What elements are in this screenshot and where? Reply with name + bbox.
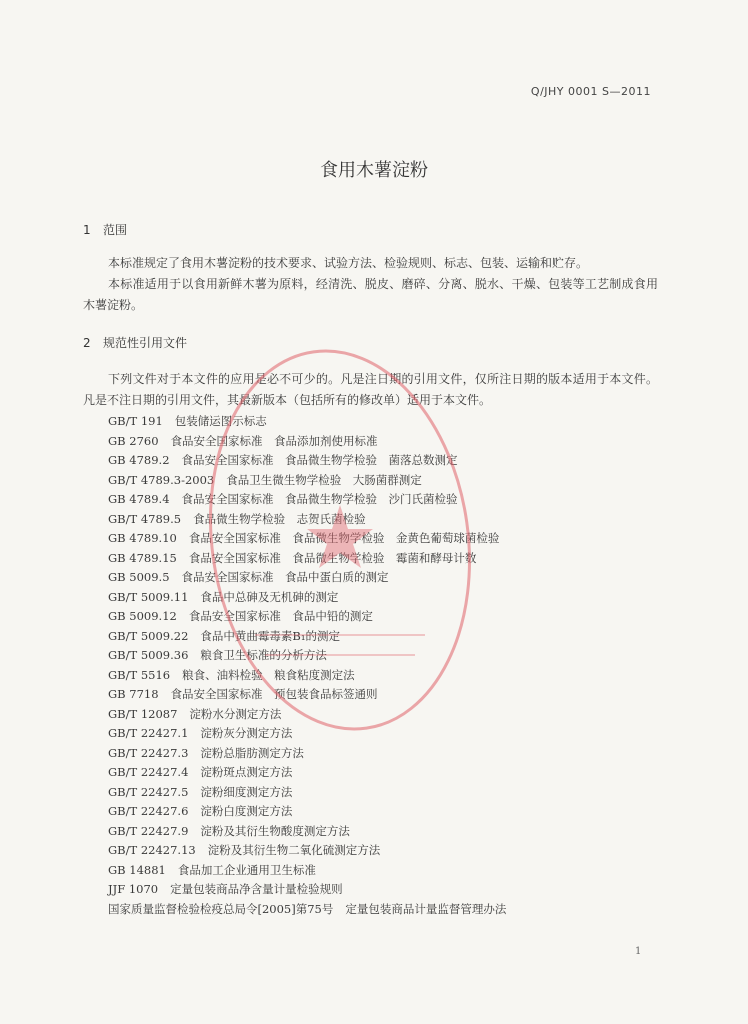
- reference-code: GB 5009.12: [108, 609, 177, 623]
- reference-title: 包装储运图示标志: [174, 414, 267, 428]
- reference-item: [108, 549, 506, 569]
- scope-paragraph-2: 本标准适用于以食用新鲜木薯为原料，经清洗、脱皮、磨碎、分离、脱水、干燥、包装等工艺制成食用木薯淀粉。: [83, 277, 658, 312]
- page-number: 1: [635, 946, 642, 957]
- reference-code: GB/T 5516: [108, 667, 171, 682]
- reference-title: 食品安全国家标准 食品微生物学检验 霉菌和酵母计数: [188, 550, 477, 565]
- reference-title: 淀粉及其衍生物二氧化硫测定方法: [207, 843, 381, 857]
- reference-item: [108, 432, 506, 452]
- section-number: 1: [83, 223, 91, 237]
- reference-item: [108, 451, 506, 471]
- reference-item: [108, 744, 506, 764]
- reference-title: 食品安全国家标准 食品中铅的测定: [188, 609, 373, 623]
- reference-title: 淀粉及其衍生物酸度测定方法: [200, 823, 350, 838]
- references-intro-paragraph: 下列文件对于本文件的应用是必不可少的。凡是注日期的引用文件，仅所注日期的版本适用于本文件。凡是不注日期的引用文件，其最新版本（包括所有的修改单）适用于本文件。: [83, 372, 658, 407]
- reference-title: 淀粉水分测定方法: [189, 706, 282, 721]
- reference-title: 食品中总砷及无机砷的测定: [200, 589, 339, 604]
- document-title: 食用木薯淀粉: [320, 160, 428, 181]
- reference-code: GB 5009.5: [108, 570, 170, 584]
- reference-item: [108, 783, 506, 803]
- reference-title: 食品安全国家标准 食品微生物学检验 金黄色葡萄球菌检验: [188, 531, 500, 545]
- reference-item: [108, 588, 506, 608]
- reference-code: GB/T 5009.36: [108, 648, 189, 662]
- reference-item: [108, 705, 506, 725]
- reference-title: 食品安全国家标准 食品中蛋白质的测定: [181, 570, 389, 584]
- reference-title: 淀粉斑点测定方法: [200, 765, 293, 779]
- reference-title: 食品安全国家标准 食品添加剂使用标准: [170, 433, 378, 448]
- reference-code: GB/T 4789.3-2003: [108, 472, 215, 487]
- reference-title: 食品安全国家标准 预包装食品标签通则: [170, 687, 378, 701]
- reference-item: [108, 841, 506, 861]
- reference-code: GB/T 22427.3: [108, 745, 189, 760]
- section-number: 2: [83, 336, 91, 350]
- reference-title: 定量包装商品净含量计量检验规则: [170, 882, 343, 896]
- section-heading-scope: [83, 221, 127, 238]
- reference-item: [108, 510, 506, 530]
- section-heading-normative-references: [83, 334, 187, 351]
- reference-item: [108, 607, 506, 627]
- section-title: 规范性引用文件: [103, 336, 188, 350]
- reference-code: GB/T 4789.5: [108, 511, 182, 526]
- reference-item: [108, 471, 506, 491]
- reference-code: GB 4789.10: [108, 531, 177, 545]
- reference-item: [108, 490, 506, 510]
- reference-code: JJF 1070: [108, 882, 159, 896]
- reference-code: GB/T 22427.13: [108, 843, 196, 857]
- reference-title: 食品卫生微生物学检验 大肠菌群测定: [226, 472, 422, 487]
- reference-code: GB/T 22427.1: [108, 726, 189, 740]
- reference-item: [108, 880, 506, 900]
- reference-title: 淀粉细度测定方法: [200, 784, 293, 799]
- reference-code: GB/T 22427.9: [108, 823, 189, 838]
- reference-item: [108, 724, 506, 744]
- reference-item: [108, 646, 506, 666]
- reference-code: GB 4789.15: [108, 550, 177, 565]
- standard-code: Q/JHY 0001 S—2011: [530, 85, 651, 98]
- reference-title: 食品安全国家标准 食品微生物学检验 菌落总数测定: [181, 453, 458, 467]
- reference-code: GB 2760: [108, 433, 159, 448]
- reference-code: GB 7718: [108, 687, 159, 701]
- reference-title: 食品微生物学检验 志贺氏菌检验: [193, 511, 366, 526]
- scope-paragraph-1: 本标准规定了食用木薯淀粉的技术要求、试验方法、检验规则、标志、包装、运输和贮存。: [108, 256, 589, 270]
- reference-item: [108, 861, 506, 881]
- section-title: 范围: [103, 223, 128, 237]
- reference-title: 定量包装商品计量监督管理办法: [345, 901, 507, 916]
- reference-item: [108, 802, 506, 822]
- reference-code: GB/T 22427.6: [108, 804, 189, 818]
- reference-code: 国家质量监督检验检疫总局令[2005]第75号: [108, 901, 334, 916]
- reference-item: [108, 763, 506, 783]
- reference-title: 食品加工企业通用卫生标准: [177, 862, 316, 877]
- reference-title: 粮食、油料检验 粮食粘度测定法: [182, 667, 355, 682]
- reference-item: [108, 666, 506, 686]
- reference-code: GB 14881: [108, 862, 166, 877]
- reference-title: 粮食卫生标准的分析方法: [200, 648, 327, 662]
- reference-code: GB/T 5009.11: [108, 589, 189, 604]
- reference-list: [108, 412, 506, 919]
- reference-title: 食品中黄曲霉毒素B₁的测定: [200, 628, 340, 643]
- reference-title: 淀粉灰分测定方法: [200, 726, 293, 740]
- reference-title: 淀粉白度测定方法: [200, 804, 293, 818]
- reference-title: 食品安全国家标准 食品微生物学检验 沙门氏菌检验: [181, 492, 458, 506]
- reference-item: [108, 568, 506, 588]
- reference-item: [108, 900, 506, 920]
- reference-code: GB/T 22427.5: [108, 784, 189, 799]
- reference-code: GB/T 22427.4: [108, 765, 189, 779]
- reference-code: GB/T 191: [108, 414, 163, 428]
- reference-item: [108, 529, 506, 549]
- reference-code: GB/T 12087: [108, 706, 178, 721]
- reference-item: [108, 685, 506, 705]
- reference-title: 淀粉总脂肪测定方法: [200, 745, 304, 760]
- reference-code: GB 4789.2: [108, 453, 170, 467]
- reference-item: [108, 627, 506, 647]
- reference-item: [108, 412, 506, 432]
- reference-item: [108, 822, 506, 842]
- reference-code: GB 4789.4: [108, 492, 170, 506]
- reference-code: GB/T 5009.22: [108, 628, 189, 643]
